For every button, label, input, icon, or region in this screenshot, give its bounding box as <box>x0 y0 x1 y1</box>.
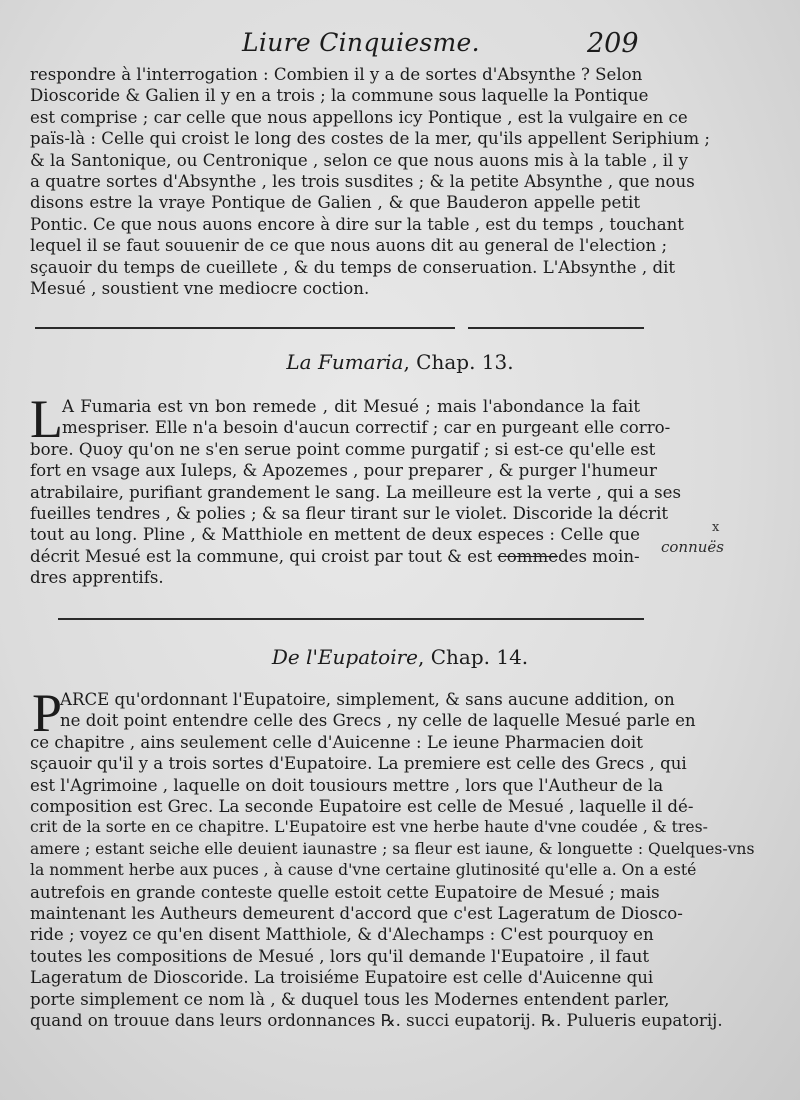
text-line: Lageratum de Dioscoride. La troisiéme Eupatoire est celle d'Auicenne qui <box>30 968 654 988</box>
text-line: ARCE qu'ordonnant l'Eupatoire, simplement, & sans aucune addition, on <box>60 690 675 709</box>
chapter-13-heading <box>0 350 800 374</box>
text-line: la nomment herbe aux puces , à cause d'vne certaine glutinosité qu'elle a. On a esté <box>30 861 697 880</box>
chapter-13-number: , Chap. 13. <box>403 350 514 374</box>
text-line: toutes les compositions de Mesué , lors qu'il demande l'Eupatoire , il faut <box>30 946 650 966</box>
text-line: A Fumaria est vn bon remede , dit Mesué ; mais l'abondance la fait <box>62 397 640 416</box>
text-line: atrabilaire, purifiant grandement le sang. La meilleure est la verte , qui a ses <box>30 482 681 502</box>
text-line: sçauoir qu'il y a trois sortes d'Eupatoire. La premiere est celle des Grecs , qui <box>30 754 687 774</box>
text-line: est comprise ; car celle que nous appellons icy Pontique , est la vulgaire en ce <box>30 107 688 127</box>
text-line: ne doit point entendre celle des Grecs , ny celle de laquelle Mesué parle en <box>60 711 696 731</box>
page-number: 209 <box>587 28 639 59</box>
text-segment: des moin- <box>558 546 640 566</box>
running-title: Liure Cinquiesme. <box>242 28 480 57</box>
text-line: quand on trouue dans leurs ordonnances ℞. succi eupatorij. ℞. Pulueris eupatorij. <box>30 1011 723 1031</box>
text-line: disons estre la vraye Pontique de Galien , & que Bauderon appelle petit <box>30 193 640 213</box>
text-line: mespriser. Elle n'a besoin d'aucun correctif ; car en purgeant elle corro- <box>62 418 671 438</box>
chapter-14-heading <box>0 645 800 669</box>
text-line: porte simplement ce nom là , & duquel tous les Modernes entendent parler, <box>30 989 670 1009</box>
chapter-13-body <box>30 396 681 589</box>
text-line <box>30 546 640 567</box>
continuation-paragraph <box>30 64 711 299</box>
handwritten-margin-note: connuës <box>661 538 724 556</box>
text-line: Dioscoride & Galien il y en a trois ; la commune sous laquelle la Pontique <box>30 86 649 106</box>
page-header <box>0 28 800 64</box>
text-line: maintenant les Autheurs demeurent d'accord que c'est Lageratum de Diosco- <box>30 904 683 924</box>
text-line: respondre à l'interrogation : Combien il y a de sortes d'Absynthe ? Selon <box>30 65 643 84</box>
text-line: tout au long. Pline , & Matthiole en mettent de deux especes : Celle que <box>30 525 640 545</box>
chapter-14-number: , Chap. 14. <box>418 645 529 669</box>
text-line: composition est Grec. La seconde Eupatoire est celle de Mesué , laquelle il dé- <box>30 797 694 817</box>
text-line: & la Santonique, ou Centronique , selon ce que nous auons mis à la table , il y <box>30 150 688 170</box>
text-line: est l'Agrimoine , laquelle on doit tousiours mettre , lors que l'Autheur de la <box>30 775 664 795</box>
text-line: bore. Quoy qu'on ne s'en serue point comme purgatif ; si est-ce qu'elle est <box>30 439 656 459</box>
text-line: ride ; voyez ce qu'en disent Matthiole, & d'Alechamps : C'est pourquoy en <box>30 925 654 945</box>
text-line: Pontic. Ce que nous auons encore à dire sur la table , est du temps , touchant <box>30 214 684 234</box>
text-line: fueilles tendres , & polies ; & sa fleur tirant sur le violet. Discoride la décrit <box>30 504 669 524</box>
chapter-13-dropcap: L <box>30 389 63 449</box>
text-line: amere ; estant seiche elle deuient iaunastre ; sa fleur est iaune, & longuette : Quelques-vns <box>30 839 755 858</box>
section-rule-2 <box>58 618 644 620</box>
text-line: fort en vsage aux Iuleps, & Apozemes , pour preparer , & purger l'humeur <box>30 461 657 481</box>
text-line: Mesué , soustient vne mediocre coction. <box>30 279 370 299</box>
text-line: autrefois en grande conteste quelle estoit cette Eupatoire de Mesué ; mais <box>30 882 660 902</box>
text-line: sçauoir du temps de cueillete , & du temps de conseruation. L'Absynthe , dit <box>30 257 676 277</box>
section-rule-right <box>468 327 644 329</box>
text-line: dres apprentifs. <box>30 568 164 588</box>
chapter-14-body <box>30 689 755 1032</box>
chapter-13-title: La Fumaria <box>286 350 404 374</box>
text-line: lequel il se faut souuenir de ce que nous auons dit au general de l'election ; <box>30 236 668 256</box>
chapter-14-dropcap: P <box>32 683 63 743</box>
section-rule <box>35 327 455 329</box>
text-line: a quatre sortes d'Absynthe , les trois susdites ; & la petite Absynthe , que nous <box>30 172 695 192</box>
margin-insert-mark: x <box>712 520 720 535</box>
text-line: crit de la sorte en ce chapitre. L'Eupatoire est vne herbe haute d'vne coudée , & tres- <box>30 818 708 837</box>
text-line: païs-là : Celle qui croist le long des costes de la mer, qu'ils appellent Seriphium ; <box>30 129 711 149</box>
text-segment: décrit Mesué est la commune, qui croist par tout & est <box>30 546 493 566</box>
text-line: ce chapitre , ains seulement celle d'Auicenne : Le ieune Pharmacien doit <box>30 732 643 752</box>
struck-word: comme <box>497 546 559 566</box>
chapter-14-title: De l'Eupatoire <box>271 645 419 669</box>
